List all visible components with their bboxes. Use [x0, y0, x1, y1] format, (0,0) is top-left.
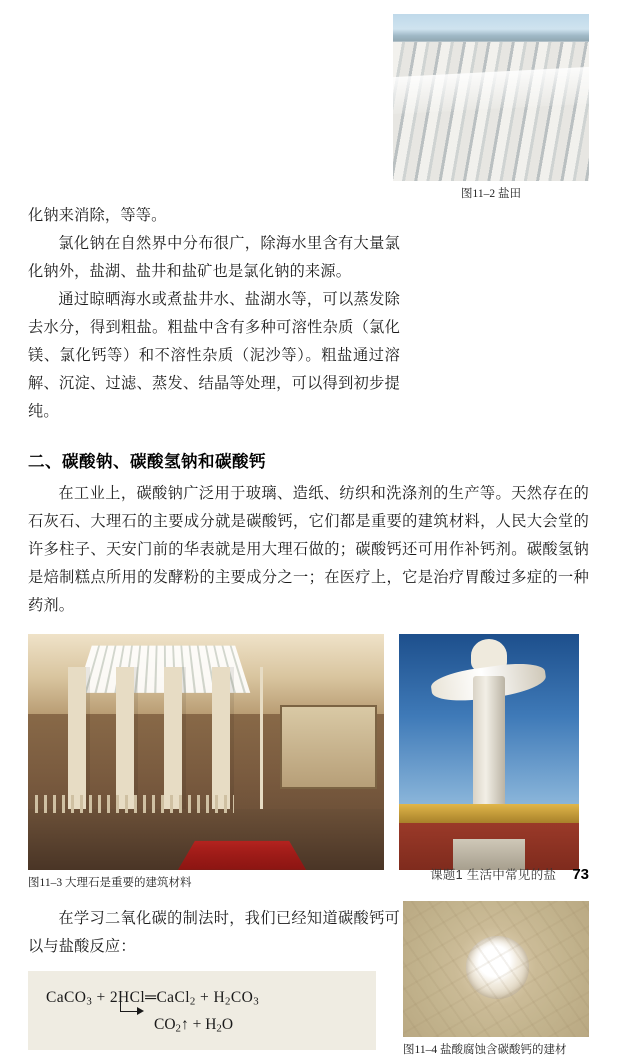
- eq-term-hcl-cacl: + 2HCl═CaCl: [92, 989, 190, 1006]
- saltfield-photo: [393, 14, 589, 181]
- section-paragraph-2: 在学习二氧化碳的制法时，我们已经知道碳酸钙可以与盐酸反应：: [28, 910, 400, 955]
- figure-corrosion: [403, 901, 589, 1058]
- middle-figure-row: [28, 634, 589, 891]
- eq-sub-4: 3: [253, 995, 260, 1008]
- eq-term-caco3: CaCO: [46, 989, 87, 1006]
- equation-line-1: [46, 989, 362, 1008]
- figure-huabiao: [399, 634, 579, 870]
- page-footer: [28, 865, 589, 883]
- figure-hall-caption: 图11–3 大理石是重要的建筑材料: [28, 877, 192, 889]
- figure-saltfield: [393, 14, 589, 202]
- top-section: [28, 14, 589, 426]
- hall-mural: [280, 705, 377, 789]
- hall-photo: [28, 634, 384, 870]
- eq-sub-2: 2: [189, 995, 196, 1008]
- section-heading: 二、碳酸钠、碳酸氢钠和碳酸钙: [28, 453, 266, 471]
- top-text-column: [28, 202, 400, 426]
- page-number: 73: [572, 866, 589, 883]
- figure-corrosion-caption: 图11–4 盐酸腐蚀含碳酸钙的建材: [403, 1044, 567, 1056]
- footer-topic: 课题1 生活中常见的盐: [430, 868, 557, 882]
- eq-sub-1: 3: [86, 995, 93, 1008]
- section-paragraph-1: 在工业上，碳酸钠广泛用于玻璃、造纸、纺织和洗涤剂的生产等。天然存在的石灰石、大理石的主要成分就是碳酸钙，它们都是重要的建筑材料，人民大会堂的许多柱子、天安门前的华表就是用大理石做的；碳酸钙还可用作补钙剂。碳酸氢钠是焙制糕点所用的发酵粉的主要成分之一；在医疗上，它是治疗胃酸过多症的一种药剂。: [28, 485, 589, 614]
- figure-saltfield-caption: 图11–2 盐田: [461, 188, 521, 200]
- paragraph-1: 化钠来消除，等等。: [28, 207, 167, 224]
- eq-term-co: CO: [230, 989, 254, 1006]
- huabiao-photo: [399, 634, 579, 870]
- equation-line-2: $CO_2↑ + H_2O$: [154, 1015, 234, 1035]
- paragraph-3: 通过晾晒海水或煮盐井水、盐湖水等，可以蒸发除去水分，得到粗盐。粗盐中含有多种可溶性杂质（氯化镁、氯化钙等）和不溶性杂质（泥沙等）。粗盐通过溶解、沉淀、过滤、蒸发、结晶等处理，可以得到初步提纯。: [28, 291, 400, 420]
- equation-box: [28, 971, 376, 1050]
- equation-arrow-icon: [120, 991, 139, 1012]
- figure-hall: [28, 634, 384, 891]
- corrosion-photo: [403, 901, 589, 1037]
- hall-pillars: [42, 667, 263, 813]
- lower-section: [28, 895, 589, 1058]
- eq-sub-3: 2: [225, 995, 231, 1008]
- eq-term-h: + H: [195, 989, 226, 1006]
- hall-railing: [35, 795, 234, 814]
- paragraph-2: 氯化钠在自然界中分布很广，除海水里含有大量氯化钠外，盐湖、盐井和盐矿也是氯化钠的来源。: [28, 235, 400, 280]
- lower-text-column: [28, 895, 400, 1050]
- tiananmen-roof: [399, 804, 579, 823]
